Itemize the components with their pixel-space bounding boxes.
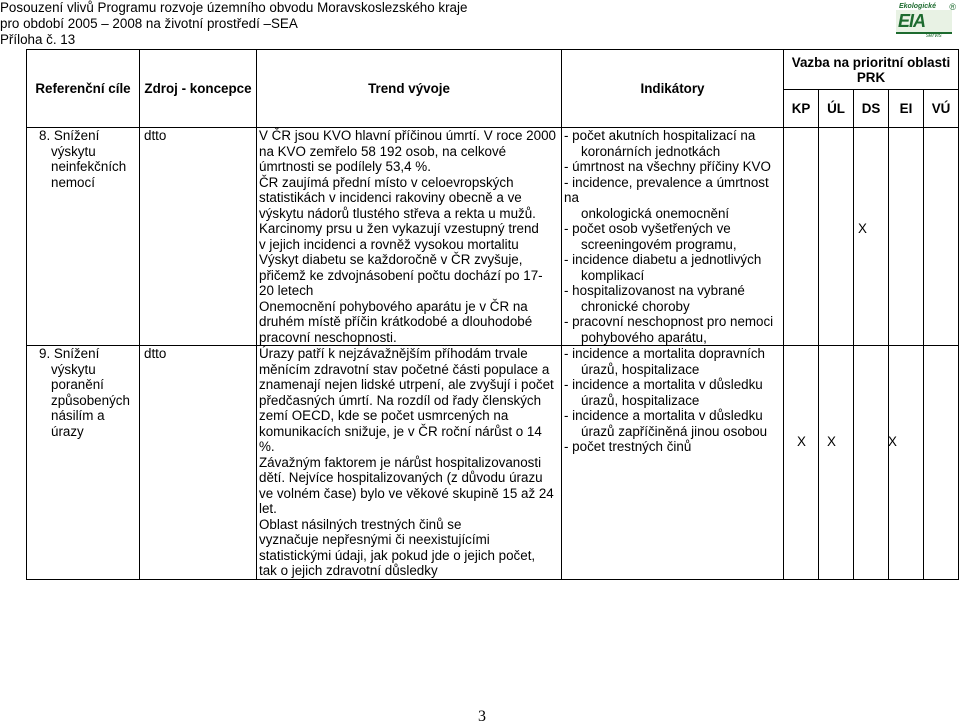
header-row bbox=[27, 50, 959, 90]
trend-cell bbox=[257, 128, 562, 346]
trend-line: tak o jejich zdravotní důsledky bbox=[259, 563, 438, 578]
trend-line: V ČR jsou KVO hlavní příčinou úmrtí. V roce 2000 bbox=[259, 128, 556, 143]
indicator-line: - incidence a mortalita v důsledku bbox=[564, 377, 763, 392]
logo-tagline: Ekologické bbox=[899, 3, 936, 10]
trend-cell bbox=[257, 346, 562, 580]
col-header-kp: KP bbox=[784, 90, 819, 128]
mark-ds bbox=[854, 128, 889, 346]
col-header-ul: ÚL bbox=[819, 90, 854, 128]
goal-text: násilím a úrazy bbox=[51, 408, 105, 439]
indicator-line: - úmrtnost na všechny příčiny KVO bbox=[564, 159, 771, 174]
indicator-line: komplikací bbox=[581, 267, 645, 283]
trend-line: dětí. Nejvíce hospitalizovaných (z důvodu úrazu bbox=[259, 470, 543, 485]
goal-text: 8. Snížení bbox=[39, 128, 100, 143]
trend-line: Onemocnění pohybového aparátu je v ČR na bbox=[259, 298, 528, 314]
trend-line: Karcinomy prsu u žen vykazují vzestupný trend bbox=[259, 221, 539, 236]
col-header-vu: VÚ bbox=[924, 90, 959, 128]
trend-line: Závažným faktorem je nárůst hospitalizovanosti bbox=[259, 454, 542, 470]
trend-line: na KVO zemřelo 58 192 osob, na celkové bbox=[259, 143, 507, 159]
indicator-line: úrazů, hospitalizace bbox=[581, 361, 700, 377]
goal-text: 9. Snížení bbox=[39, 346, 100, 361]
trend-line: 20 letech bbox=[259, 283, 314, 298]
mark-vu bbox=[924, 346, 959, 580]
trend-line: statistickými údaji, jak pokud jde o jejich počet, bbox=[259, 547, 536, 563]
header-line-3: Příloha č. 13 bbox=[0, 32, 76, 47]
indicators-cell bbox=[562, 128, 784, 346]
trend-line: ČR zaujímá přední místo v celoevropských bbox=[259, 174, 514, 190]
logo-subtag: servis bbox=[926, 33, 942, 39]
indicator-line: - incidence a mortalita v důsledku bbox=[564, 408, 763, 423]
table-row bbox=[27, 128, 959, 346]
logo-brand: EIA bbox=[898, 11, 926, 31]
row1-mark-ei: X bbox=[858, 221, 867, 236]
indicator-line: - počet akutních hospitalizací na bbox=[564, 128, 756, 143]
header-line-1: Posouzení vlivů Programu rozvoje územního obvodu Moravskoslezského kraje bbox=[0, 0, 468, 15]
source-cell: dtto bbox=[140, 128, 257, 346]
indicator-line: chronické choroby bbox=[581, 298, 690, 314]
trend-line: Výskyt diabetu se každoročně v ČR zvyšuje, bbox=[259, 252, 523, 267]
trend-line: zemí OECD, kde se počet usmrcených na bbox=[259, 408, 509, 423]
trend-line: %. bbox=[259, 439, 275, 454]
col-header-goals: Referenční cíle bbox=[27, 50, 140, 128]
trend-line: Úrazy patří k nejzávažnějším příhodám trvale bbox=[259, 346, 528, 361]
goal-text: nemocí bbox=[51, 174, 95, 190]
indicators-cell bbox=[562, 346, 784, 580]
col-header-trend: Trend vývoje bbox=[257, 50, 562, 128]
indicator-line: - počet trestných činů bbox=[564, 439, 692, 454]
header-line-2: pro období 2005 – 2008 na životní prostředí –SEA bbox=[0, 16, 298, 31]
trend-line: úmrtnosti se podílely 53,4 %. bbox=[259, 159, 431, 174]
trend-line: statistikách v incidenci rakoviny obecně a ve bbox=[259, 190, 522, 205]
trend-line: ve volném čase) bylo ve věkové skupině 15 až 24 bbox=[259, 485, 554, 501]
trend-line: vyznačuje nepřesnými či neexistujícími bbox=[259, 532, 490, 547]
reference-goals-table bbox=[26, 49, 959, 580]
mark-ds bbox=[854, 346, 889, 580]
page-number: 3 bbox=[478, 708, 486, 725]
col-header-indicators: Indikátory bbox=[562, 50, 784, 128]
document-header bbox=[0, 0, 467, 48]
indicator-line: - počet osob vyšetřených ve bbox=[564, 221, 731, 236]
indicator-line: - incidence diabetu a jednotlivých bbox=[564, 252, 762, 267]
trend-line: výskytu nádorů tlustého střeva a rekta u mužů. bbox=[259, 205, 536, 221]
indicator-line: úrazů, hospitalizace bbox=[581, 392, 700, 408]
trend-line: let. bbox=[259, 501, 277, 516]
trend-line: v jejich incidenci a rovněž vysokou mortalitu bbox=[259, 236, 519, 252]
indicator-line: screeningovém programu, bbox=[581, 236, 737, 252]
row2-mark-ei: X bbox=[888, 434, 897, 449]
goal-text: způsobených bbox=[51, 392, 130, 408]
indicator-line: - incidence a mortalita dopravních bbox=[564, 346, 765, 361]
goal-text: výskytu bbox=[51, 143, 96, 159]
trend-line: komunikacích snižuje, je v ČR roční nárůst o 14 bbox=[259, 423, 542, 439]
source-cell: dtto bbox=[140, 346, 257, 580]
col-header-source: Zdroj - koncepce bbox=[140, 50, 257, 128]
indicator-line: onkologická onemocnění bbox=[581, 205, 730, 221]
indicator-line: - hospitalizovanost na vybrané bbox=[564, 283, 745, 298]
trend-line: Oblast násilných trestných činů se bbox=[259, 516, 462, 532]
goal-cell bbox=[27, 128, 140, 346]
col-header-ds: DS bbox=[854, 90, 889, 128]
goal-text: výskytu bbox=[51, 361, 96, 377]
mark-kp bbox=[784, 128, 819, 346]
table-row bbox=[27, 346, 959, 580]
mark-kp bbox=[784, 346, 819, 580]
trend-line: znamenají nejen lidské utrpení, ale zvyšují i počet bbox=[259, 377, 554, 392]
mark-ei bbox=[889, 346, 924, 580]
col-header-ei: EI bbox=[889, 90, 924, 128]
trend-line: druhém místě příčin krátkodobé a dlouhodobé bbox=[259, 314, 533, 329]
indicator-line: - incidence, prevalence a úmrtnost na bbox=[564, 174, 769, 205]
logo-registered-mark: ® bbox=[949, 2, 956, 12]
indicator-line: úrazů zapříčiněná jinou osobou bbox=[581, 423, 768, 439]
mark-ul bbox=[819, 346, 854, 580]
logo-underline bbox=[896, 32, 952, 34]
trend-line: přičemž ke zdvojnásobení počtu dochází po 17- bbox=[259, 267, 543, 283]
indicator-line: - pracovní neschopnost pro nemoci bbox=[564, 314, 774, 329]
trend-line: měnícím zdravotní stav početné části populace a bbox=[259, 361, 550, 377]
trend-line: pracovní neschopnosti. bbox=[259, 329, 397, 345]
eia-logo bbox=[896, 2, 956, 42]
mark-vu bbox=[924, 128, 959, 346]
indicator-line: pohybového aparátu, bbox=[581, 329, 707, 345]
trend-line: předčasných úmrtí. Na rozdíl od řady členských bbox=[259, 392, 542, 408]
row2-mark-kp: X bbox=[797, 434, 806, 449]
goal-text: neinfekčních bbox=[51, 159, 127, 174]
mark-ei bbox=[889, 128, 924, 346]
indicator-line: koronárních jednotkách bbox=[581, 143, 721, 159]
mark-ul bbox=[819, 128, 854, 346]
goal-cell bbox=[27, 346, 140, 580]
col-header-priority: Vazba na prioritní oblasti PRK bbox=[784, 50, 959, 90]
goal-text: poranění bbox=[51, 377, 104, 392]
row2-mark-ul: X bbox=[827, 434, 836, 449]
